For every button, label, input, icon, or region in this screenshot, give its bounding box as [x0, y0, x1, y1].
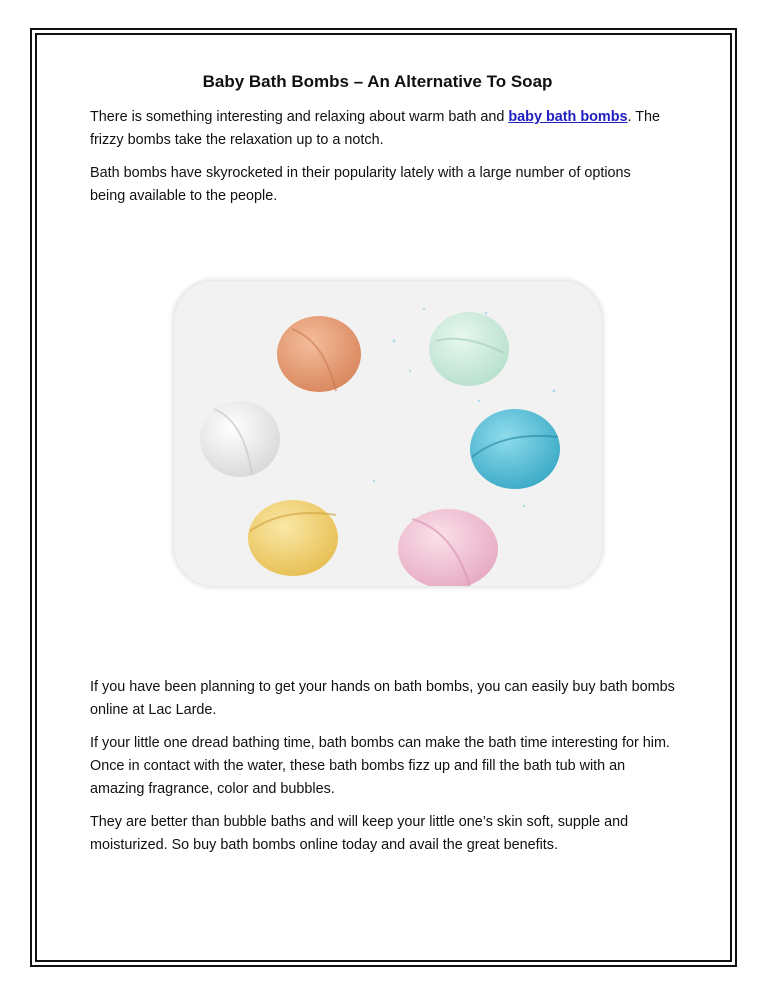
bath-bombs-illustration: [174, 281, 602, 586]
orange-bath-bomb: [277, 316, 361, 392]
bathing-time-paragraph: If your little one dread bathing time, bath bombs can make the bath time interesting for him. Once in contact with the water, these bath bombs fizz up and fill the bath tub with an amazing fragrance, color and bubbles.: [90, 735, 670, 797]
pink-bath-bomb: [398, 509, 498, 586]
page-title: Baby Bath Bombs – An Alternative To Soap: [202, 72, 553, 91]
white-bath-bomb: [200, 401, 280, 477]
benefits-paragraph: They are better than bubble baths and will keep your little one’s skin soft, supple and moisturized. So buy bath bombs online today and avail the great benefits.: [90, 814, 629, 853]
document-body-lower: [90, 676, 675, 867]
buy-online-paragraph: If you have been planning to get your hands on bath bombs, you can easily buy bath bombs online at Lac Larde.: [90, 679, 675, 718]
intro-text-before: There is something interesting and relaxing about warm bath and: [90, 109, 509, 125]
yellow-bath-bomb: [248, 500, 338, 576]
popularity-paragraph: Bath bombs have skyrocketed in their popularity lately with a large number of options being available to the people.: [90, 165, 631, 204]
intro-paragraph: [90, 106, 665, 152]
mint-bath-bomb: [429, 312, 509, 386]
baby-bath-bombs-link[interactable]: baby bath bombs: [508, 109, 628, 125]
document-body: [90, 72, 665, 218]
intro-text-after: . The frizzy bombs take the relaxation up to a notch.: [90, 109, 661, 148]
blue-bath-bomb: [470, 409, 560, 489]
bath-bombs-photo: [174, 281, 602, 586]
